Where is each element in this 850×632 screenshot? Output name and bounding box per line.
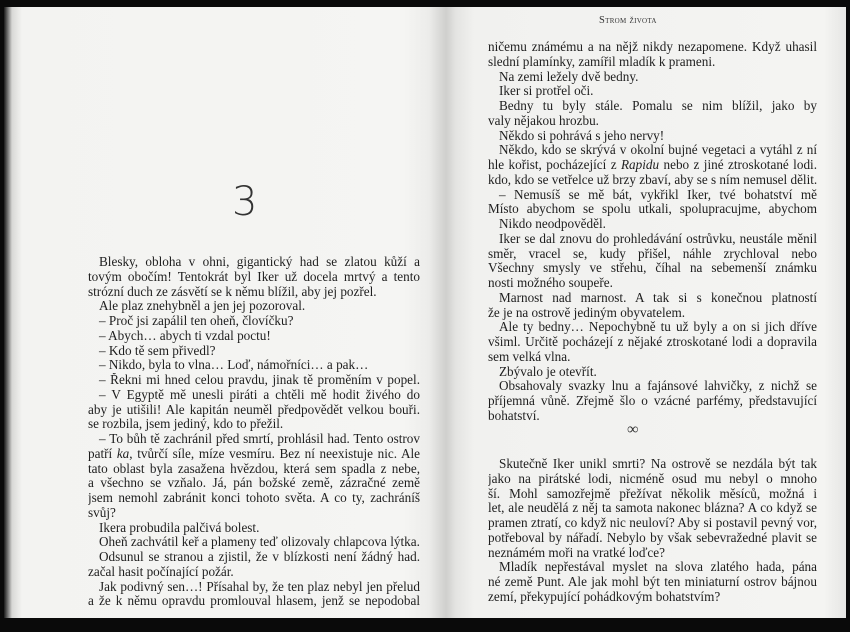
text-line: Iker se dal znovu do prohledávání ostrůvku, neustále měnil	[499, 231, 817, 246]
text-line: nosti možného soupeře.	[488, 275, 613, 290]
text-line: Zbývalo je otevřít.	[499, 363, 597, 379]
text-line: potřeboval by nářadí. Nebylo by však sebevražedné plavit se	[488, 530, 817, 545]
text-line: neznámém moři na vratké loďce?	[488, 544, 665, 560]
text-line: Někdo, kdo se skrývá v okolní bujné vegetaci a vytáhl z ní	[499, 143, 817, 158]
text-line: jsem nemohl zabránit konci tohoto světa. A co ty, zachráníš	[88, 491, 420, 505]
text-run: , tvůrčí síle, míze vesmíru. Bez ní neexistuje nic. Ale	[129, 446, 420, 461]
text-line: pramen ztratí, co když nic neuloví? Aby si postavil pevný vor,	[488, 516, 817, 530]
left-page	[4, 7, 449, 618]
text-line: Na zemi ležely dvě bedny.	[499, 68, 639, 84]
text-line: – To bůh tě zachránil před smrtí, prohlásil had. Tento ostrov	[99, 432, 420, 446]
text-line: směr, vracel se, kudy přišel, náhle zrychloval nebo	[488, 246, 817, 261]
text-run: nebo z jiné ztroskotané lodi.	[663, 158, 817, 172]
right-page-text-bottom	[488, 457, 817, 605]
text-line: Místo abychom se spolu utkali, spolupracujme, abychom	[488, 202, 817, 217]
text-line: že je na ostrově jediným obyvatelem.	[488, 304, 686, 320]
text-line: valy nějakou hrozbu.	[488, 112, 599, 128]
text-line: bohatství.	[488, 407, 540, 423]
text-line: – Nikdo, byla to vlna… Loď, námořníci… a pak…	[99, 357, 369, 373]
text-line: Ikera probudila palčivá bolest.	[99, 519, 260, 535]
text-line: a že k němu opravdu promlouval hlasem, jenž se nepodobal	[88, 594, 420, 609]
text-line: Někdo si pohrává s jeho nervy!	[499, 127, 665, 143]
text-line: Iker si protřel oči.	[499, 83, 594, 99]
text-line: strózní duch ze zásvětí se k němu blížil, aby jej pozřel.	[88, 283, 377, 299]
text-line: let, ale neudělá z něj ta samota nakonec blázna? A co když se	[488, 501, 817, 516]
chapter-number: 3	[232, 179, 258, 225]
text-line: – Řekni mi hned celou pravdu, jinak tě proměním v popel.	[99, 373, 420, 387]
text-line: Marnost nad marnost. A tak si s konečnou platností	[499, 290, 817, 305]
text-line: ší. Mohl samozřejmě přežívat několik měsíců, možná i	[488, 486, 817, 501]
text-line: – Abych… abych ti vzdal poctu!	[99, 327, 271, 343]
text-line: Ale plaz znehybněl a jen jej pozoroval.	[99, 298, 306, 314]
text-line: né země Punt. Ale jak mohl být ten miniaturní ostrov bájnou	[488, 575, 817, 589]
text-line: aby je utišili! Ale kapitán neuměl předpovědět velkou bouři.	[88, 402, 420, 417]
text-line: příjemná vůně. Zřejmě šlo o vzácné parfémy, představující	[488, 394, 817, 408]
text-line: tato oblast byla zasažena hvězdou, která sem spadla z nebe,	[88, 461, 420, 476]
text-line: – Proč jsi zapálil ten oheň, človíčku?	[99, 313, 294, 328]
text-line: Obsahovaly svazky lnu a fajánsové lahvičky, z nichž se	[499, 379, 817, 394]
text-line: Ale ty bedny… Nepochybně tu už byly a on si jich dříve	[499, 320, 817, 335]
text-run: hle kořist, pocházející z	[488, 158, 621, 172]
text-line: – Kdo tě sem přivedl?	[99, 342, 216, 358]
text-line	[88, 447, 420, 462]
right-page-text-top	[488, 40, 817, 424]
text-line: Všechny smysly ve střehu, číhal na sebemenší známku	[488, 261, 817, 276]
italic-text: ka	[116, 446, 130, 461]
text-line: Bedny tu byly stále. Pomalu se nim blížil, jako by	[499, 99, 817, 113]
text-line: tovým obočím! Tentokrát byl Iker už docela mrtvý a tento	[88, 269, 420, 284]
text-line: – V Egyptě mě unesli piráti a chtěli mě hodit živého do	[99, 387, 420, 402]
text-line: se rozbila, jsem jediný, kdo to přežil.	[88, 416, 284, 432]
text-line: Blesky, obloha v ohni, gigantický had se zlatou kůží a	[99, 255, 420, 269]
book-spread	[4, 7, 846, 618]
right-page	[449, 7, 846, 618]
text-line: Mladík nepřestával myslet na slova zlatého hada, pána	[499, 560, 817, 575]
text-line: Jak podivný sen…! Přísahal by, že ten plaz nebyl jen přelud	[99, 579, 420, 594]
text-run: patří	[88, 446, 117, 461]
text-line	[488, 158, 817, 173]
running-head: Strom života	[599, 15, 657, 26]
text-line: a všechno se vzňalo. Já, pán božské země, zázračné země	[88, 476, 420, 491]
italic-text: Rapidu	[620, 158, 660, 172]
section-break-ornament: ∞	[627, 421, 639, 438]
text-line: slední plamínky, zamířil mladík k prameni.	[488, 53, 716, 69]
text-line: – Nemusíš se mě bát, vykřikl Iker, tvé bohatství mě	[499, 187, 817, 202]
text-line: kdo, kdo se vetřelce už brzy zbaví, aby se s ním nemusel dělit.	[488, 171, 818, 187]
text-line: Odsunul se stranou a zjistil, že v blízkosti není žádný had.	[99, 550, 420, 564]
text-line: svůj?	[88, 504, 116, 520]
text-line: ničemu známému a na nějž nikdy nezapomene. Když uhasil	[488, 40, 817, 54]
text-line: Skutečně Iker unikl smrti? Na ostrově se nezdála být tak	[499, 457, 817, 471]
text-line: začal hasit počínající požár.	[88, 563, 234, 579]
text-line: Oheň zachvátil keř a plameny teď olizovaly chlapcova lýtka.	[99, 534, 420, 550]
text-line: jako na pirátské lodi, nicméně osud mu nebyl o mnoho	[488, 471, 817, 486]
text-line: sem velká vlna.	[488, 348, 571, 364]
text-line: všiml. Určitě pocházejí z nějaké ztroskotané lodi a dopravila	[488, 335, 817, 349]
left-page-text	[88, 255, 420, 609]
text-line: Nikdo neodpověděl.	[499, 216, 606, 231]
text-line: zemí, překypující pohádkovým bohatstvím?	[488, 588, 721, 604]
